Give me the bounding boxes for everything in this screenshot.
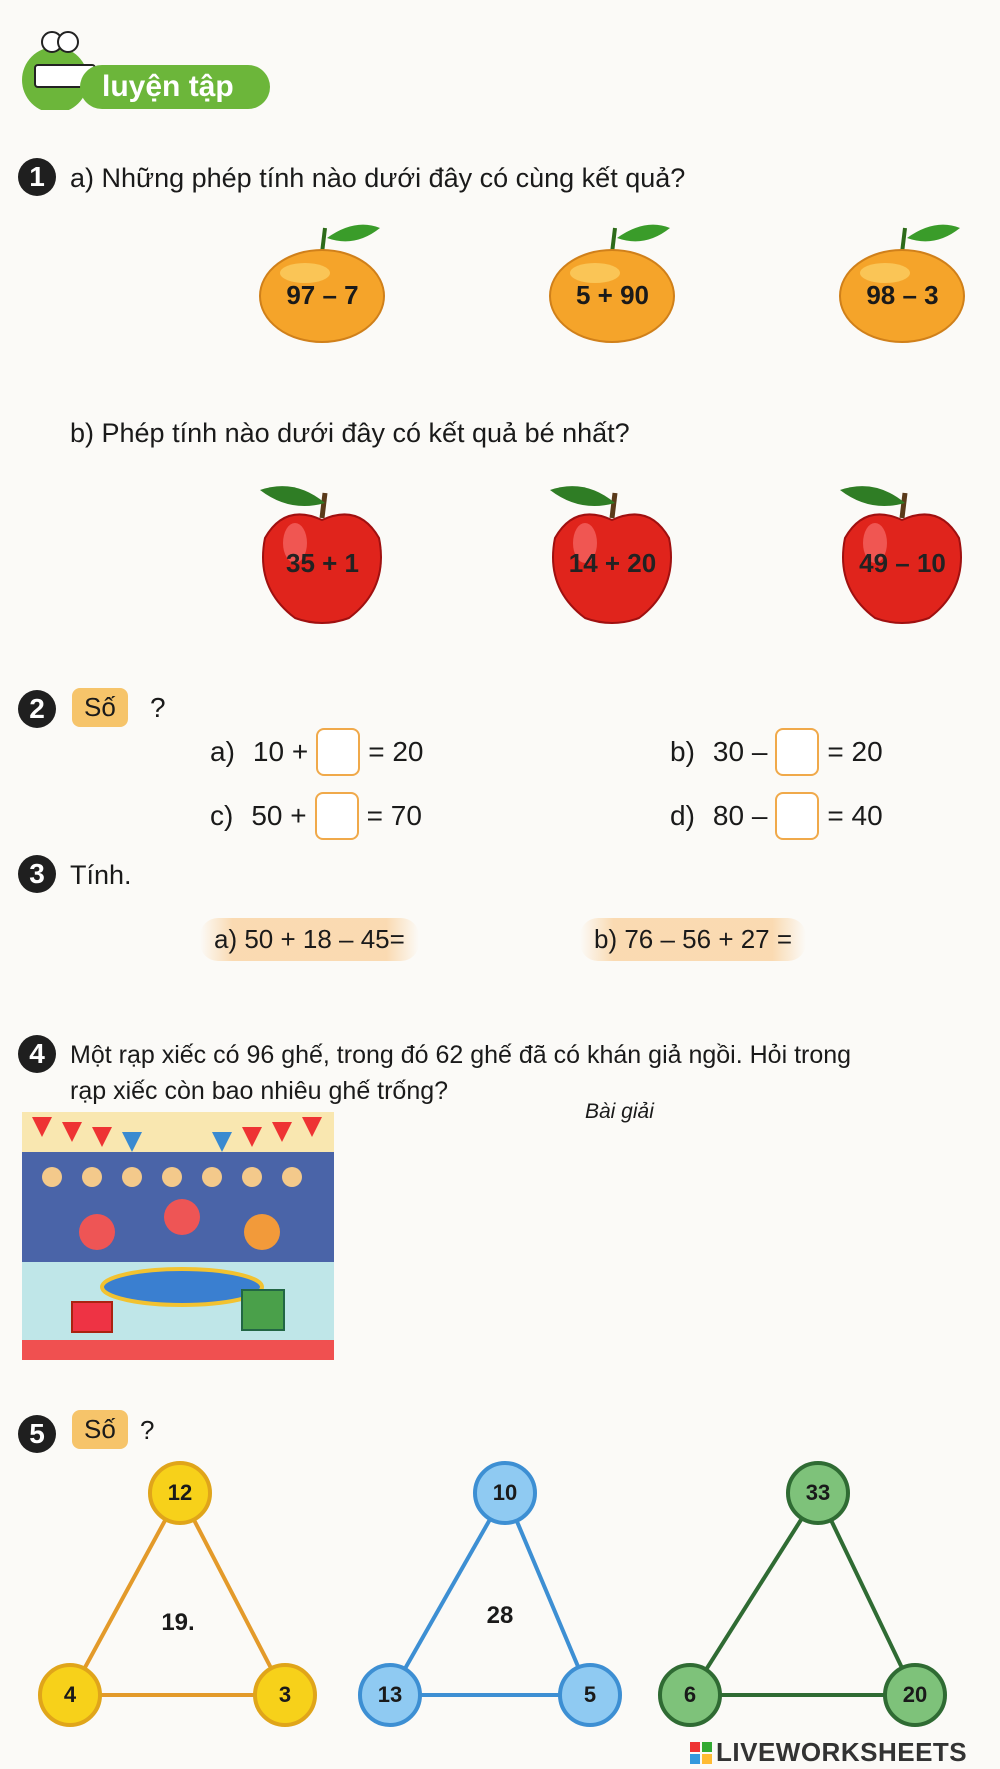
question-1-badge: 1 bbox=[18, 158, 56, 196]
triangle-1-edge-top-right bbox=[180, 1493, 285, 1695]
apple-3-label: 49 – 10 bbox=[859, 548, 946, 578]
q2-equation-c bbox=[210, 792, 422, 840]
question-2-mark: ? bbox=[150, 692, 166, 723]
q2-c-label: c) bbox=[210, 800, 234, 831]
orange-3 bbox=[835, 218, 970, 348]
q3-calculation-b[interactable]: b) 76 – 56 + 27 = bbox=[580, 918, 806, 961]
q2-c-left: 50 + bbox=[251, 800, 307, 831]
triangle-3-edge-top-right bbox=[818, 1493, 915, 1695]
circus-illustration bbox=[22, 1112, 334, 1360]
question-3-text: Tính. bbox=[70, 860, 132, 890]
triangle-3-node-top: 33 bbox=[786, 1461, 850, 1525]
triangle-2-edge-top-left bbox=[390, 1493, 505, 1695]
triangle-1-center-value: 19. bbox=[161, 1609, 195, 1636]
q2-d-right: = 40 bbox=[827, 800, 883, 831]
triangle-2-center-value: 28 bbox=[486, 1602, 514, 1629]
question-4-line2: rạp xiếc còn bao nhiêu ghế trống? bbox=[70, 1077, 449, 1105]
q2-d-left: 80 – bbox=[712, 800, 768, 831]
triangle-2-node-right: 5 bbox=[558, 1663, 622, 1727]
q2-c-answer-box[interactable] bbox=[315, 792, 359, 840]
apple-2 bbox=[545, 478, 680, 628]
q2-b-label: b) bbox=[670, 736, 695, 767]
question-4-line1: Một rạp xiếc có 96 ghế, trong đó 62 ghế đã có khán giả ngồi. Hỏi trong bbox=[70, 1041, 852, 1069]
question-1a-text: a) Những phép tính nào dưới đây có cùng kết quả? bbox=[70, 163, 686, 193]
orange-2-label: 5 + 90 bbox=[575, 280, 649, 310]
question-2-tag: Số bbox=[72, 688, 128, 727]
liveworksheets-brand: LIVEWORKSHEETS bbox=[716, 1737, 968, 1767]
question-2-badge: 2 bbox=[18, 690, 56, 728]
liveworksheets-icon bbox=[690, 1742, 712, 1764]
orange-1-label: 97 – 7 bbox=[286, 280, 359, 310]
q2-a-answer-box[interactable] bbox=[316, 728, 360, 776]
question-1b-text: b) Phép tính nào dưới đây có kết quả bé nhất? bbox=[70, 418, 630, 448]
q2-b-right: = 20 bbox=[827, 736, 883, 767]
orange-3-label: 98 – 3 bbox=[866, 280, 939, 310]
triangle-2-node-left: 13 bbox=[358, 1663, 422, 1727]
q2-d-label: d) bbox=[670, 800, 695, 831]
triangle-1-edge-top-left bbox=[70, 1493, 180, 1695]
question-3-badge: 3 bbox=[18, 855, 56, 893]
q2-c-right: = 70 bbox=[366, 800, 422, 831]
question-5-tag: Số bbox=[72, 1410, 128, 1449]
triangle-1-node-right: 3 bbox=[253, 1663, 317, 1727]
page-title: luyện tập bbox=[102, 70, 234, 103]
question-4-badge: 4 bbox=[18, 1035, 56, 1073]
triangle-3-node-left: 6 bbox=[658, 1663, 722, 1727]
apple-3 bbox=[835, 478, 970, 628]
circus-icon bbox=[22, 1112, 334, 1360]
header-logo bbox=[10, 20, 270, 110]
triangle-3-node-right: 20 bbox=[883, 1663, 947, 1727]
q2-equation-a bbox=[210, 728, 423, 776]
apple-1 bbox=[255, 478, 390, 628]
triangle-1-node-left: 4 bbox=[38, 1663, 102, 1727]
triangle-3-edge-top-left bbox=[690, 1493, 818, 1695]
orange-2 bbox=[545, 218, 680, 348]
triangle-1-node-top: 12 bbox=[148, 1461, 212, 1525]
q2-a-right: = 20 bbox=[368, 736, 424, 767]
question-5-mark: ? bbox=[140, 1415, 155, 1445]
apple-1-label: 35 + 1 bbox=[285, 548, 359, 578]
q2-b-left: 30 – bbox=[712, 736, 768, 767]
apple-2-label: 14 + 20 bbox=[568, 548, 657, 578]
solution-label: Bài giải bbox=[585, 1100, 654, 1123]
q2-d-answer-box[interactable] bbox=[775, 792, 819, 840]
triangles-area bbox=[0, 1455, 1000, 1755]
triangle-2-node-top: 10 bbox=[473, 1461, 537, 1525]
q3-calculation-a[interactable]: a) 50 + 18 – 45= bbox=[200, 918, 419, 961]
question-5-badge: 5 bbox=[18, 1415, 56, 1453]
q2-a-left: 10 + bbox=[252, 736, 309, 767]
q2-equation-b bbox=[670, 728, 883, 776]
q2-b-answer-box[interactable] bbox=[775, 728, 819, 776]
q2-equation-d bbox=[670, 792, 883, 840]
liveworksheets-logo bbox=[690, 1737, 967, 1768]
orange-1 bbox=[255, 218, 390, 348]
q2-a-label: a) bbox=[210, 736, 235, 767]
